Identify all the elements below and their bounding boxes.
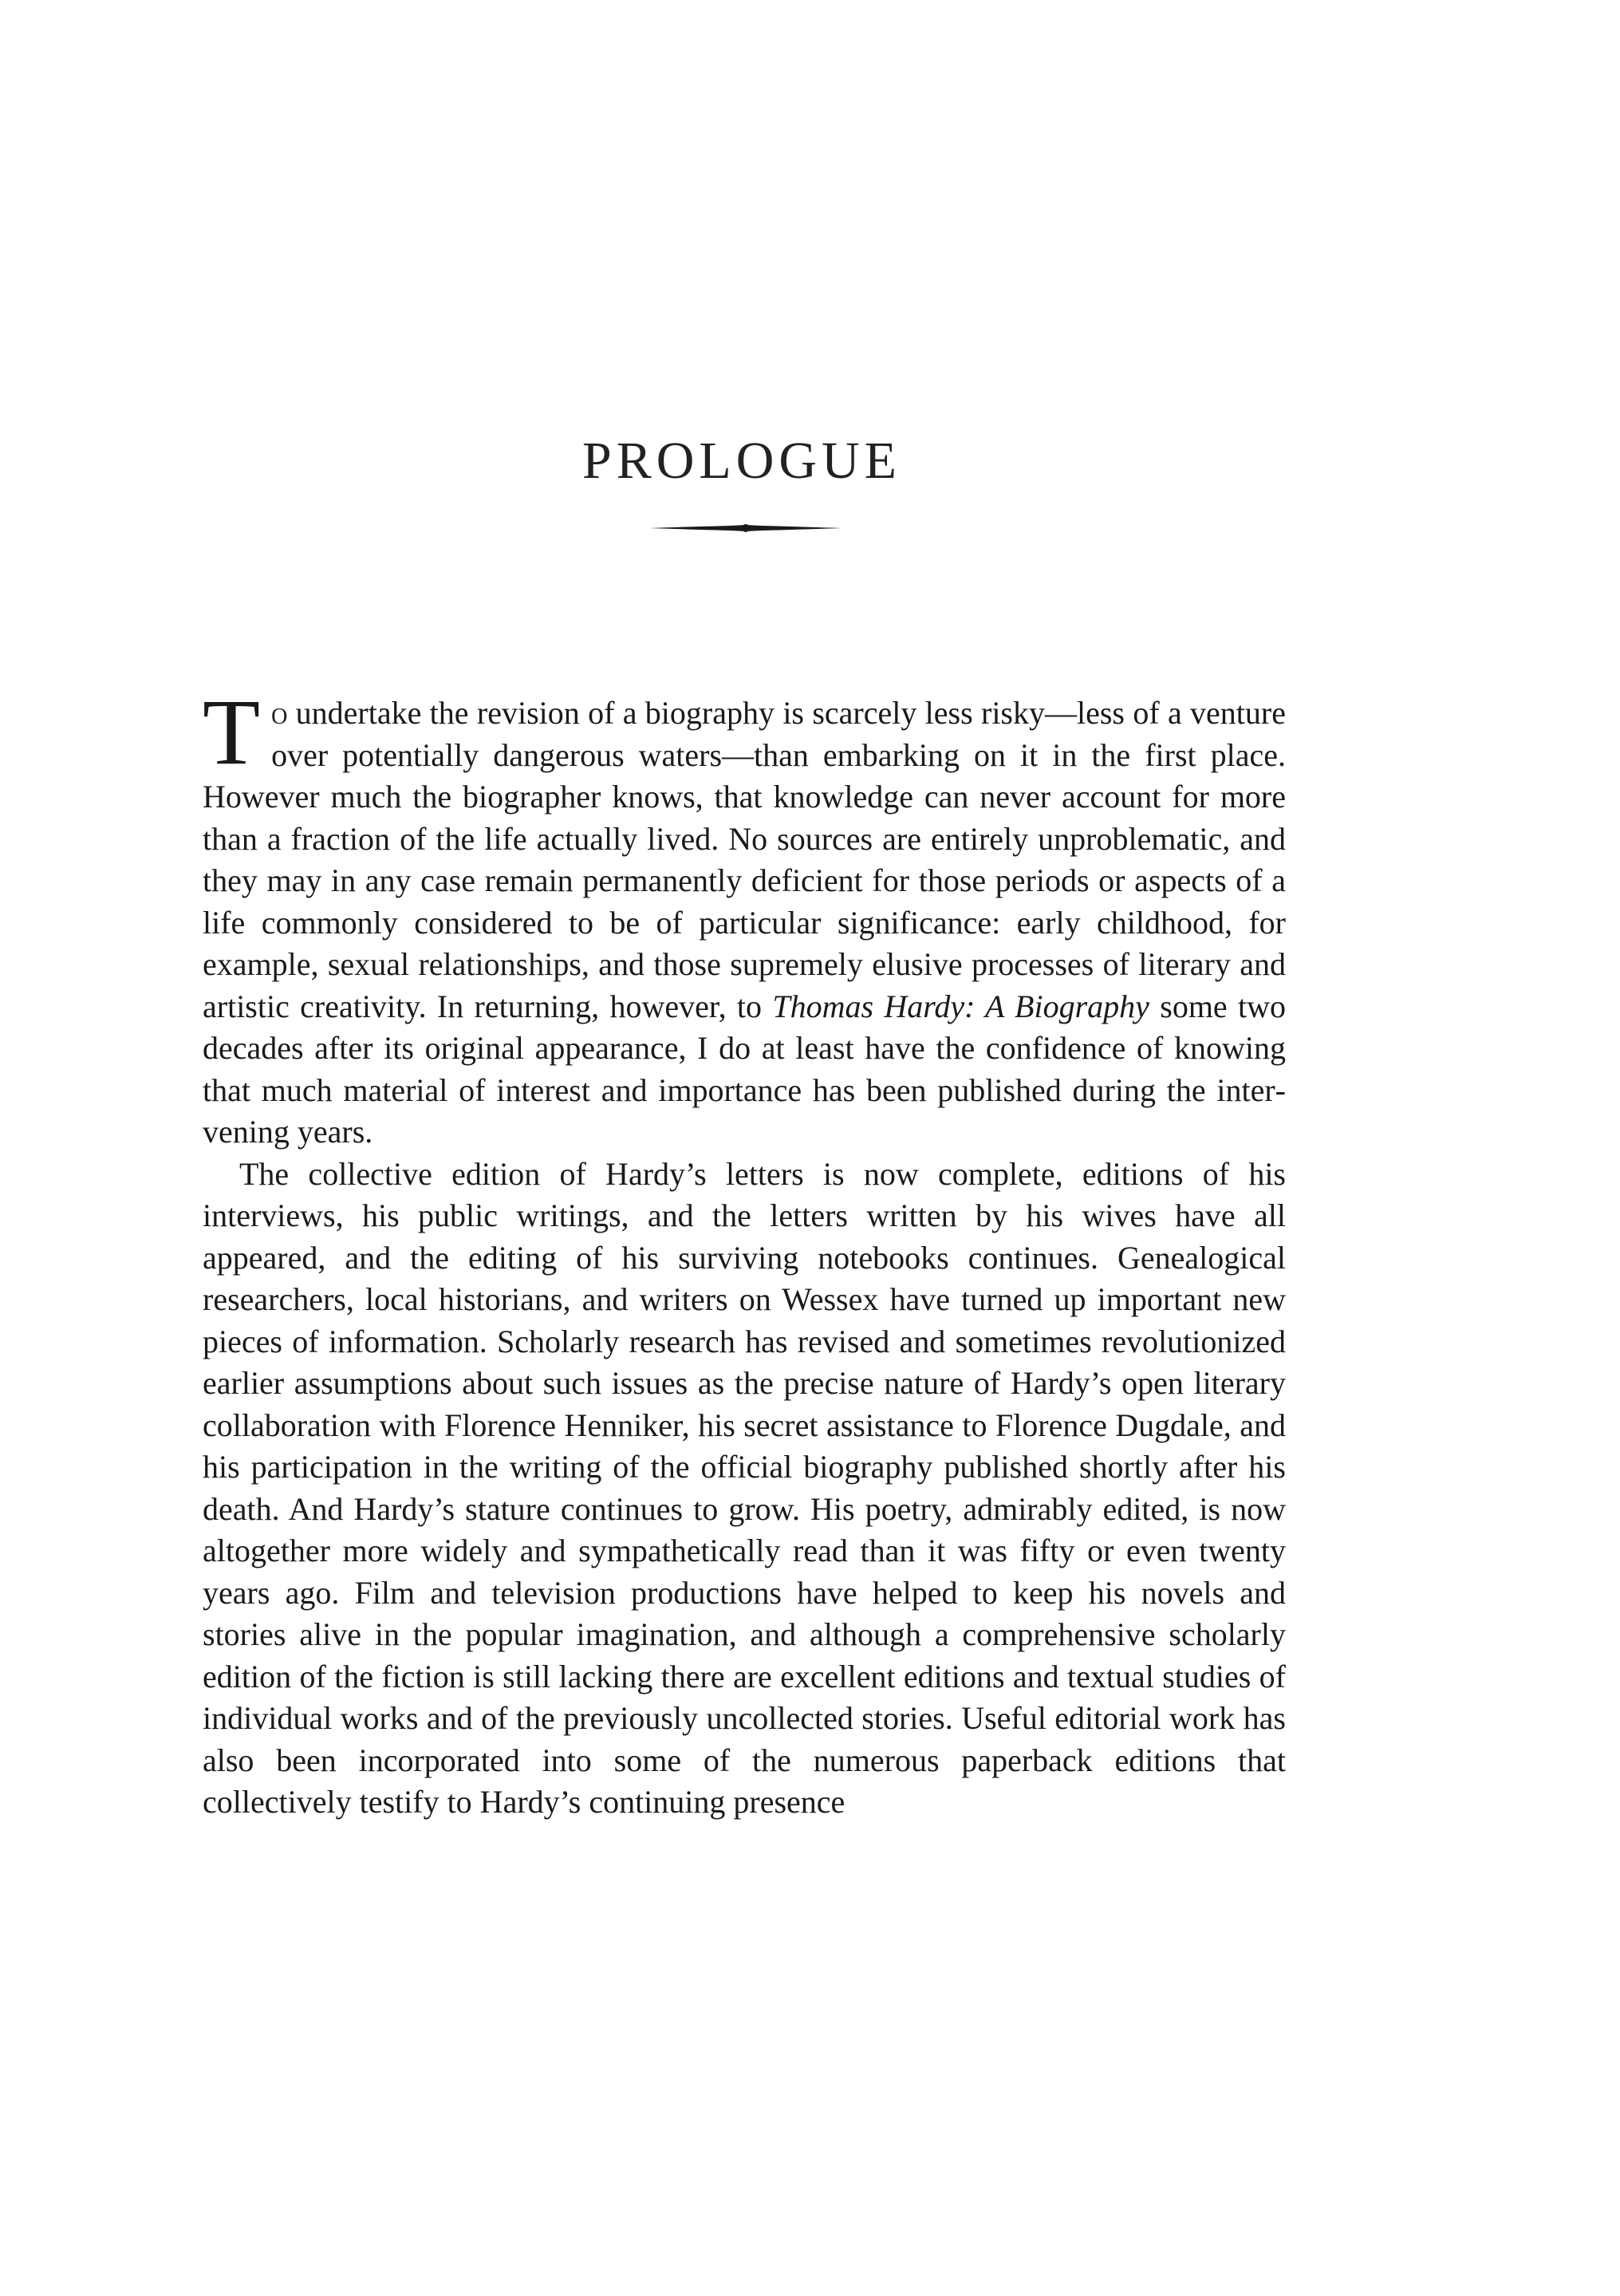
book-title: Thomas Hardy: A Biography [772, 988, 1149, 1024]
opening-small-caps: o [271, 695, 288, 731]
drop-cap: T [203, 680, 261, 784]
chapter-title: PROLOGUE [581, 432, 901, 490]
prologue-text [203, 680, 1287, 1824]
paragraph-first [203, 680, 1287, 1154]
paragraph-first-text: undertake the revision of a biography is scarcely less risky—less of a venture over potentially dangerous waters—than embarking on it in the first place. However much the biographer knows, that knowledge can never account for more than a fraction of the life actually lived. No sources are entirely unproblematic, and they may in any case remain permanently deficient for those periods or aspects of a life commonly considered to be of particular significance: early childhood, for example, sexual relationships, and those supremely elusive processes of literary and artistic creativity. In returning, however, to [203, 695, 1286, 1024]
paragraph-first-text-continued: some two decades after its original appearance, I do at least have the confidence of knowing that much material of interest and importance has been published during the intervening years. [203, 988, 1287, 1150]
paragraph-second: The collective edition of Hardy’s letters is now complete, editions of his interviews, his public writings, and the letters written by his wives have all appeared, and the editing of his surviving notebooks continues. Genealogical researchers, local historians, and writers on Wessex have turned up important new pieces of information. Scholarly research has revised and sometimes revolutionized earlier assumptions about such issues as the precise nature of Hardy’s open literary collaboration with Florence Henniker, his secret assistance to Florence Dugdale, and his participation in the writing of the official biography published shortly after his death. And Hardy’s stature continues to grow. His poetry, admirably edited, is now altogether more widely and sympathetically read than it was fifty or even twenty years ago. Film and television productions have helped to keep his novels and stories alive in the popular imagination, and although a comprehensive scholarly edition of the fiction is still lacking there are excellent editions and textual studies of individual works and of the previously uncollected stories. Useful editorial work has also been incorporated into some of the numerous paperback editions that collectively testify to Hardy’s continuing presence [203, 1155, 1286, 1820]
decorative-rule-ornament [650, 519, 842, 538]
